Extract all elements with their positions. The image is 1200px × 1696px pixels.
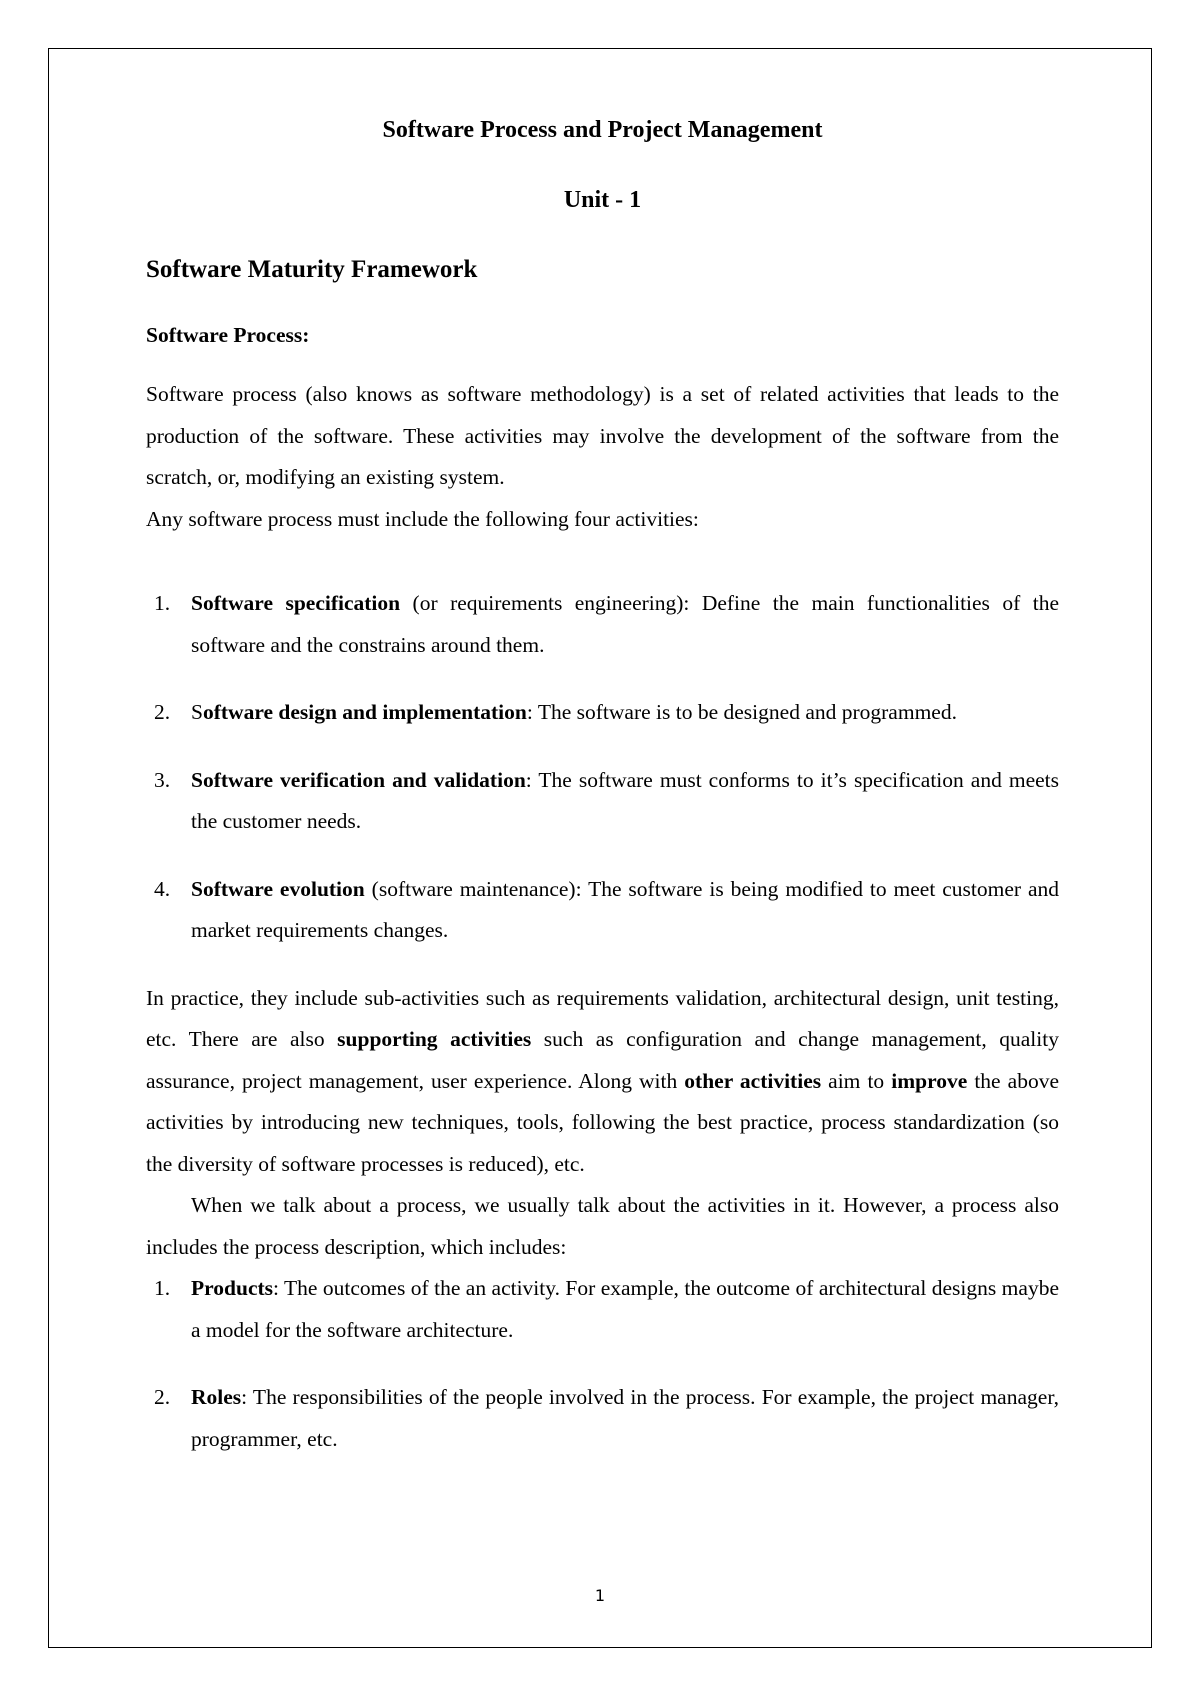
list-term: Roles [191, 1385, 242, 1409]
list-number: 4. [154, 876, 171, 901]
list-number: 1. [154, 1276, 171, 1300]
list-number: 2. [154, 1385, 171, 1409]
list-item [146, 760, 1059, 843]
list-text: : The responsibilities of the people involved in the process. For example, the project manager, programmer, etc. [191, 1385, 1059, 1451]
bold-run: improve [891, 1068, 968, 1093]
list-item [146, 692, 1059, 734]
list-number: 2. [154, 700, 171, 724]
section-heading: Software Maturity Framework [146, 256, 478, 283]
list-term: Software evolution [191, 876, 365, 901]
list-term: oftware design and implementation [202, 700, 527, 724]
sub-heading: Software Process: [146, 323, 310, 347]
list-text: (software maintenance): The software is being modified to meet customer and market requirements changes. [191, 876, 1059, 942]
text-run: the above activities by introducing new techniques, tools, following the best practice, process standardization (so the diversity of software processes is reduced), etc. [146, 1068, 1059, 1176]
list-term: Products [191, 1276, 274, 1300]
list-item [146, 583, 1059, 666]
paragraph-process-description: When we talk about a process, we usually talk about the activities in it. However, a process also includes the process description, which includes: [146, 1193, 1059, 1259]
paragraph-four-activities: Any software process must include the following four activities: [146, 506, 699, 531]
list-term: Software verification and validation [191, 767, 526, 792]
list-item [146, 869, 1059, 952]
bold-run: supporting activities [337, 1027, 532, 1051]
text-run: such as configuration and change management, quality assurance, project management, user experience. Along with [146, 1027, 1059, 1093]
page-number: 1 [594, 1586, 606, 1605]
unit-title: Unit - 1 [563, 187, 642, 213]
activities-list [146, 583, 1059, 952]
list-term: Software specification [191, 591, 401, 615]
document-title: Software Process and Project Management [382, 117, 823, 143]
list-text: : The software must conforms to it’s specification and meets the customer needs. [191, 767, 1060, 833]
list-term-prefix: S [191, 700, 203, 724]
list-item [146, 1377, 1059, 1460]
document-body [146, 112, 1059, 1486]
list-number: 1. [154, 591, 171, 615]
list-text: (or requirements engineering): Define the main functionalities of the software and the constrains around them. [191, 591, 1060, 657]
paragraph-practice [146, 978, 1059, 1186]
bold-run: other activities [684, 1068, 822, 1093]
list-text: : The outcomes of the an activity. For example, the outcome of architectural designs maybe a model for the software architecture. [191, 1276, 1059, 1342]
list-item [146, 1268, 1059, 1351]
description-list [146, 1268, 1059, 1460]
list-text: : The software is to be designed and programmed. [526, 700, 957, 724]
text-run: In practice, they include sub-activities such as requirements validation, architectural design, unit testing, etc. There are also [146, 985, 1059, 1051]
text-run: aim to [821, 1068, 892, 1093]
list-number: 3. [154, 767, 171, 792]
paragraph-intro: Software process (also knows as software methodology) is a set of related activities that leads to the production of the software. These activities may involve the development of the software from the scratch, or, modifying an existing system. [146, 382, 1059, 489]
